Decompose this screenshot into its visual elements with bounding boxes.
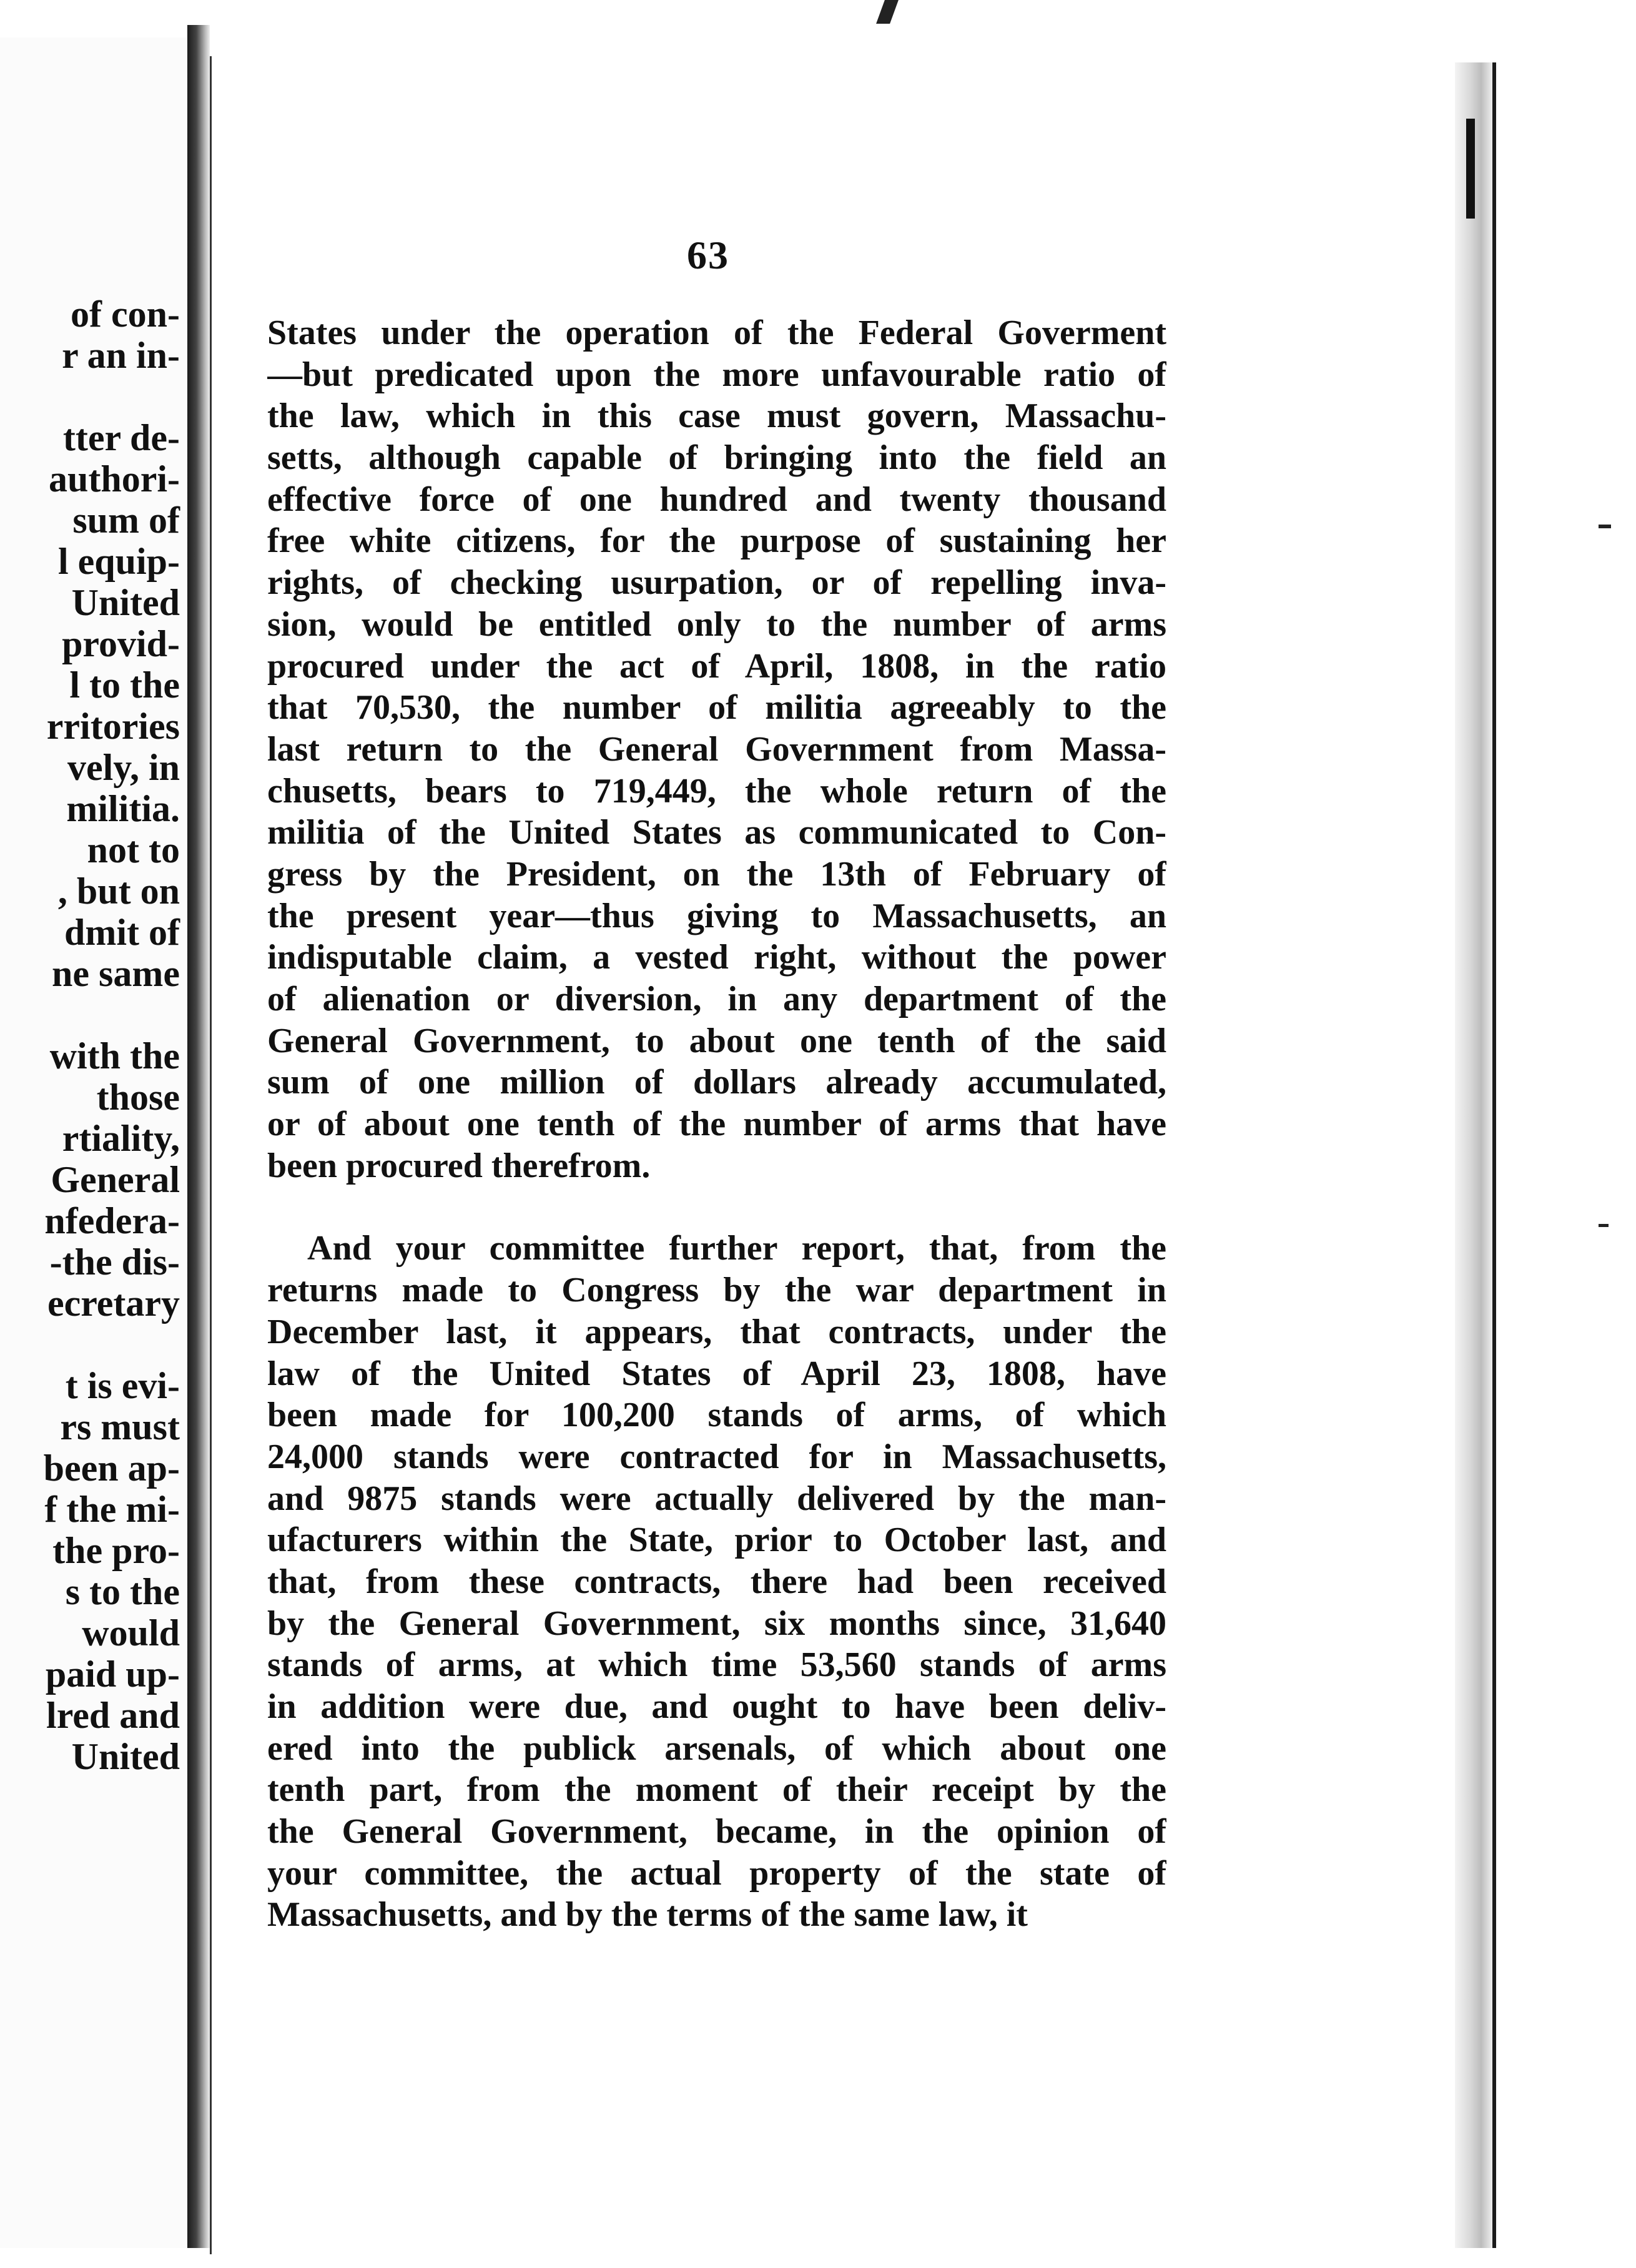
text-line: that, from these contracts, there had been received xyxy=(267,1562,1166,1601)
page-edge-mark xyxy=(1466,119,1475,219)
text-line: been made for 100,200 stands of arms, of which xyxy=(267,1396,1166,1435)
text-line: sum of one million of dollars already accumulated, xyxy=(267,1063,1166,1102)
text-line: And your committee further report, that, from the xyxy=(307,1229,1166,1268)
left-page-line: of con- xyxy=(71,293,180,335)
left-page-line: rritories xyxy=(46,706,180,747)
text-line: free white citizens, for the purpose of sustaining her xyxy=(267,521,1166,561)
left-page-line: r an in- xyxy=(62,335,180,376)
text-line: General Government, to about one tenth of the said xyxy=(267,1021,1166,1060)
left-page-line xyxy=(0,994,180,1035)
left-page-line: not to xyxy=(87,829,180,870)
left-page-line: f the mi- xyxy=(44,1489,180,1530)
text-line: ered into the publick arsenals, of which about one xyxy=(267,1728,1166,1768)
text-line: States under the operation of the Federal Goverment xyxy=(267,313,1166,352)
left-page-line: United xyxy=(71,582,180,623)
text-line: law of the United States of April 23, 1808, have xyxy=(267,1354,1166,1393)
left-page-line xyxy=(0,1324,180,1365)
text-line: setts, although capable of bringing into the field an xyxy=(267,438,1166,478)
text-line: last return to the General Government from Massa- xyxy=(267,729,1166,769)
text-line: and 9875 stands were actually delivered by the man- xyxy=(267,1479,1166,1518)
left-page-line: been ap- xyxy=(43,1447,180,1489)
paragraph xyxy=(267,312,1166,1186)
paragraph-gap xyxy=(267,1186,1166,1228)
text-line: the present year—thus giving to Massachusetts, an xyxy=(267,896,1166,935)
left-page-text xyxy=(0,293,180,1777)
text-line: militia of the United States as communicated to Con- xyxy=(267,813,1166,852)
left-page-line: vely, in xyxy=(67,747,180,788)
left-page-line: provid- xyxy=(62,623,180,664)
body-text xyxy=(267,312,1166,1936)
left-facing-page xyxy=(0,37,190,2248)
text-line: sion, would be entitled only to the number of arms xyxy=(267,604,1166,644)
text-line: effective force of one hundred and twenty thousand xyxy=(267,480,1166,519)
left-page-line: sum of xyxy=(72,500,180,541)
left-page-line: United xyxy=(71,1736,180,1777)
text-line: rights, of checking usurpation, or of repelling inva- xyxy=(267,563,1166,603)
left-page-line: with the xyxy=(49,1035,180,1077)
text-line: the law, which in this case must govern, Massachu- xyxy=(267,397,1166,436)
left-page-line: t is evi- xyxy=(65,1365,180,1406)
text-line: been procured therefrom. xyxy=(267,1146,651,1185)
text-line: indisputable claim, a vested right, without the power xyxy=(267,938,1166,977)
text-line: or of about one tenth of the number of arms that have xyxy=(267,1105,1166,1144)
left-page-line: , but on xyxy=(57,870,180,912)
left-page-line: nfedera- xyxy=(44,1200,180,1241)
left-page-line xyxy=(0,376,180,417)
text-line: ufacturers within the State, prior to October last, and xyxy=(267,1521,1166,1560)
paragraph xyxy=(267,1228,1166,1936)
left-page-line: authori- xyxy=(49,458,180,500)
page-edge xyxy=(1455,62,1496,2248)
text-line: returns made to Congress by the war department in xyxy=(267,1271,1166,1310)
left-page-line: those xyxy=(96,1077,180,1118)
left-page-line: militia. xyxy=(66,788,180,829)
left-page-line: ne same xyxy=(52,953,180,994)
text-line: procured under the act of April, 1808, in the ratio xyxy=(267,646,1166,686)
left-page-line: paid up- xyxy=(45,1654,180,1695)
left-page-line: the pro- xyxy=(52,1530,180,1571)
text-line: —but predicated upon the more unfavourable ratio of xyxy=(267,355,1166,394)
text-line: December last, it appears, that contracts, under the xyxy=(267,1312,1166,1351)
left-page-line: l equip- xyxy=(57,541,180,582)
text-line: stands of arms, at which time 53,560 stands of arms xyxy=(267,1645,1166,1685)
left-page-line: would xyxy=(82,1612,180,1654)
page-number: 63 xyxy=(687,233,729,277)
text-line: your committee, the actual property of the state of xyxy=(267,1853,1166,1893)
left-page-line: l to the xyxy=(69,664,180,706)
text-line: Massachusetts, and by the terms of the same law, it xyxy=(267,1895,1028,1935)
text-line: gress by the President, on the 13th of February of xyxy=(267,854,1166,894)
left-page-line: ecretary xyxy=(47,1283,180,1324)
text-line: tenth part, from the moment of their receipt by the xyxy=(267,1770,1166,1810)
left-page-line: -the dis- xyxy=(49,1241,180,1283)
text-line: that 70,530, the number of militia agreeably to the xyxy=(267,688,1166,727)
left-page-line: tter de- xyxy=(62,417,180,458)
text-line: the General Government, became, in the opinion of xyxy=(267,1812,1166,1851)
left-page-line: dmit of xyxy=(64,912,180,953)
book-gutter xyxy=(187,25,210,2248)
left-page-line: lred and xyxy=(46,1695,180,1736)
ink-mark xyxy=(876,0,899,24)
text-line: in addition were due, and ought to have been deliv- xyxy=(267,1687,1166,1726)
text-line: chusetts, bears to 719,449, the whole return of the xyxy=(267,771,1166,811)
text-line: of alienation or diversion, in any department of the xyxy=(267,980,1166,1018)
left-page-line: rtiality, xyxy=(62,1118,180,1159)
text-line: 24,000 stands were contracted for in Massachusetts, xyxy=(267,1437,1166,1476)
left-page-line: s to the xyxy=(65,1571,180,1612)
left-page-line: rs must xyxy=(60,1406,180,1447)
left-page-line: General xyxy=(51,1159,180,1200)
ink-speck xyxy=(1599,525,1611,528)
text-line: by the General Government, six months since, 31,640 xyxy=(267,1604,1166,1643)
ink-speck xyxy=(1599,1224,1609,1227)
